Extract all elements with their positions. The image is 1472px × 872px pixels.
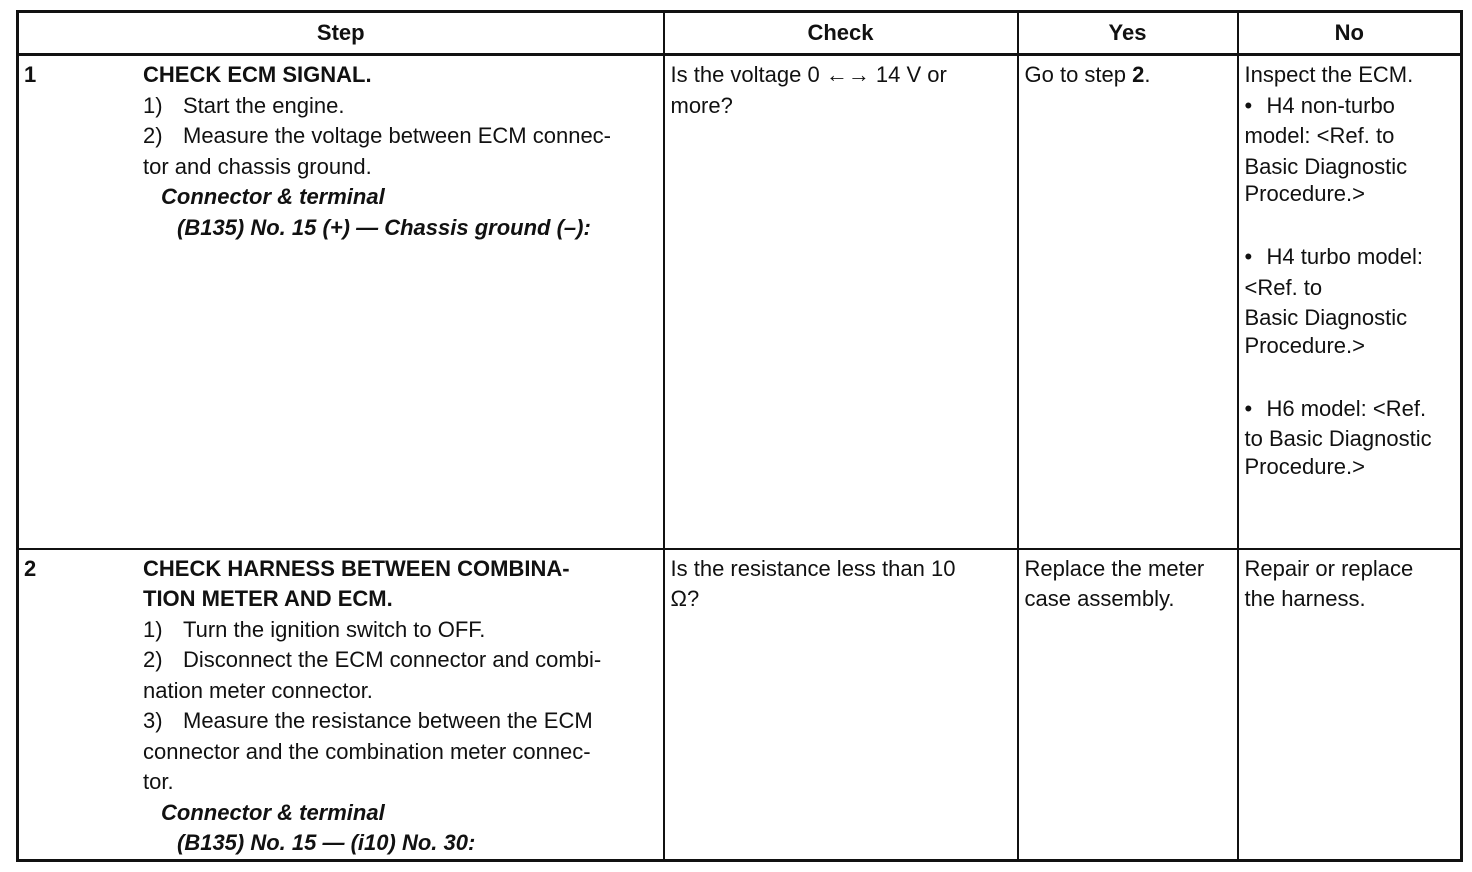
check-cell <box>664 549 1018 861</box>
step-number: 1 <box>24 62 37 87</box>
no-item-line: to Basic Diagnostic <box>1244 426 1432 451</box>
connector-label: Connector & terminal <box>161 799 385 825</box>
no-text-line: Repair or replace <box>1244 555 1414 581</box>
yes-text-line: case assembly. <box>1024 586 1175 611</box>
instruction-item <box>143 91 657 122</box>
no-item-h4-non-turbo <box>1245 91 1455 207</box>
instruction-continuation: tor. <box>143 769 174 794</box>
step-cell <box>18 55 664 549</box>
header-check: Check <box>664 12 1018 55</box>
no-item-line: H6 model: <Ref. <box>1266 395 1427 421</box>
instruction-continuation: nation meter connector. <box>143 677 373 703</box>
check-cell <box>664 55 1018 549</box>
no-item-line: H4 non-turbo <box>1266 92 1395 118</box>
instruction-text: Measure the voltage between ECM connec- <box>183 123 612 148</box>
step-body <box>143 60 657 243</box>
step-title: TION METER AND ECM. <box>143 586 393 611</box>
step-title: CHECK ECM SIGNAL. <box>143 62 372 87</box>
yes-suffix: . <box>1144 62 1151 87</box>
header-yes: Yes <box>1018 12 1238 55</box>
header-no: No <box>1238 12 1462 55</box>
no-item-h6 <box>1245 394 1455 479</box>
no-item-line: Procedure.> <box>1244 453 1365 479</box>
check-text-line: Is the voltage 0 ←→ 14 V or <box>670 62 947 87</box>
no-cell <box>1238 549 1462 861</box>
connector-label: Connector & terminal <box>161 184 385 209</box>
step-body <box>143 554 657 859</box>
table-row <box>18 55 1462 549</box>
instruction-item <box>143 615 657 646</box>
instruction-text: Measure the resistance between the ECM <box>183 708 593 733</box>
instruction-text: Start the engine. <box>183 92 345 118</box>
table-header-row <box>18 12 1462 55</box>
no-item-h4-turbo <box>1245 242 1455 358</box>
connector-value: (B135) No. 15 (+) — Chassis ground (–): <box>177 214 591 240</box>
instruction-number: 1) <box>143 92 163 118</box>
instruction-continuation: tor and chassis ground. <box>143 153 372 179</box>
step-cell <box>18 549 664 861</box>
no-item-line: <Ref. to <box>1244 274 1323 300</box>
check-text-line: Ω? <box>670 586 700 611</box>
bullet-icon: • <box>1244 244 1253 269</box>
no-item-line: Basic Diagnostic <box>1244 305 1408 330</box>
bullet-icon: • <box>1244 92 1253 118</box>
no-intro: Inspect the ECM. <box>1244 62 1414 87</box>
check-text-line: more? <box>670 92 733 118</box>
yes-cell <box>1018 55 1238 549</box>
no-text-line: the harness. <box>1244 586 1366 611</box>
instruction-item <box>143 706 657 737</box>
yes-step-ref: 2 <box>1132 62 1145 87</box>
no-item-line: Basic Diagnostic <box>1244 153 1408 179</box>
spacer <box>1245 358 1455 394</box>
table-row <box>18 549 1462 861</box>
yes-text-line: Replace the meter <box>1024 555 1205 581</box>
instruction-text: Turn the ignition switch to OFF. <box>183 616 486 642</box>
no-item-line: Procedure.> <box>1244 181 1365 206</box>
no-item-line: model: <Ref. to <box>1244 123 1395 148</box>
instruction-number: 2) <box>143 647 163 672</box>
no-cell <box>1238 55 1462 549</box>
instruction-item <box>143 645 657 676</box>
diagnostic-table <box>16 10 1463 862</box>
step-number: 2 <box>24 555 37 581</box>
yes-cell <box>1018 549 1238 861</box>
check-text-line: Is the resistance less than 10 <box>670 555 956 581</box>
instruction-continuation: connector and the combination meter connec- <box>143 738 591 764</box>
no-item-line: Procedure.> <box>1244 332 1365 358</box>
instruction-number: 3) <box>143 708 163 733</box>
instruction-text: Disconnect the ECM connector and combi- <box>183 647 602 672</box>
header-step: Step <box>18 12 664 55</box>
instruction-number: 1) <box>143 616 163 642</box>
instruction-item <box>143 121 657 152</box>
bullet-icon: • <box>1244 395 1253 421</box>
instruction-number: 2) <box>143 123 163 148</box>
connector-value: (B135) No. 15 — (i10) No. 30: <box>177 830 476 855</box>
step-title: CHECK HARNESS BETWEEN COMBINA- <box>143 555 570 581</box>
spacer <box>1245 206 1455 242</box>
yes-prefix: Go to step <box>1024 62 1133 87</box>
no-item-line: H4 turbo model: <box>1266 244 1424 269</box>
